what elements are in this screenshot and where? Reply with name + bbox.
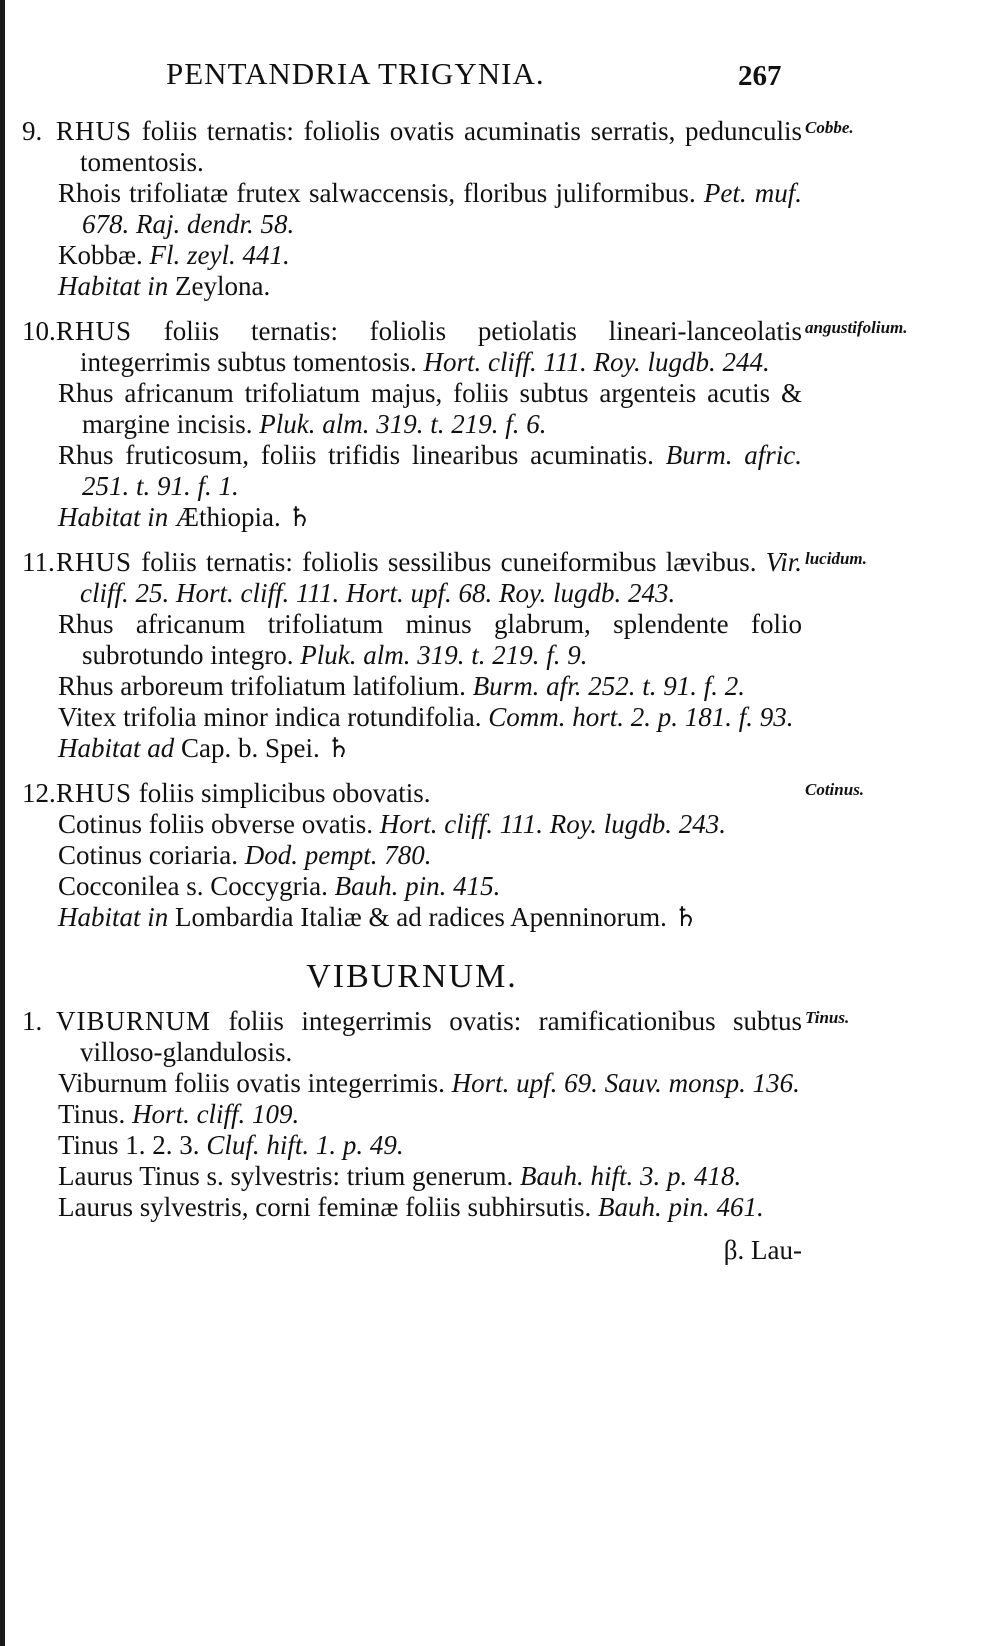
habitat-place: Lombardia Italiæ & ad radices Apenninorum. — [175, 902, 667, 932]
habitat-label: Habitat in — [58, 271, 169, 301]
synonym — [58, 1068, 802, 1099]
species-diagnosis — [22, 778, 802, 809]
synonym — [58, 240, 802, 271]
synonym-reference: Pluk. alm. 319. t. 219. f. 9. — [300, 640, 588, 670]
trivial-name: angustifolium. — [805, 318, 908, 337]
synonym-text: Rhus arboreum trifoliatum latifolium. — [58, 671, 466, 701]
trivial-name: Cobbe. — [805, 118, 854, 137]
synonym — [58, 1161, 802, 1192]
synonym-text: Vitex trifolia minor indica rotundifolia. — [58, 702, 482, 732]
synonym — [58, 809, 802, 840]
habitat-label: Habitat in — [58, 902, 169, 932]
diagnosis-text: foliis ternatis: foliolis sessilibus cuneiformibus lævibus. — [141, 547, 757, 577]
synonym-reference: Bauh. pin. 415. — [334, 871, 501, 901]
habitat-place: Zeylona. — [175, 271, 271, 301]
synonym — [58, 378, 802, 440]
shrub-symbol: ♄ — [287, 502, 312, 532]
species-number: 12. — [22, 778, 56, 808]
genus-name: RHUS — [56, 316, 133, 346]
synonym — [58, 1130, 802, 1161]
species-number: 11. — [22, 547, 55, 577]
text-column — [22, 116, 908, 1266]
species-entry — [22, 116, 854, 302]
synonym-text: Laurus sylvestris, corni feminæ foliis subhirsutis. — [58, 1192, 592, 1222]
synonym — [58, 671, 802, 702]
synonym-reference: Pet. muf. 678. Raj. dendr. 58. — [82, 178, 803, 239]
habitat-label: Habitat ad — [58, 733, 175, 763]
habitat-label: Habitat in — [58, 502, 169, 532]
trivial-name: Tinus. — [805, 1008, 850, 1027]
synonym-reference: Cluf. hift. 1. p. 49. — [206, 1130, 404, 1160]
species-number: 1. — [22, 1006, 43, 1036]
diagnosis-reference: Vir. cliff. 25. Hort. cliff. 111. Hort. upf. 68. Roy. lugdb. 243. — [80, 547, 803, 608]
synonym-text: Laurus Tinus s. sylvestris: trium generum. — [58, 1161, 514, 1191]
diagnosis-text: foliis integerrimis ovatis: ramificationibus subtus villoso-glandulosis. — [80, 1006, 803, 1067]
running-title: PENTANDRIA TRIGYNIA. — [166, 56, 545, 91]
catchword: β. Lau- — [723, 1235, 802, 1265]
synonym-reference: Hort. cliff. 111. Roy. lugdb. 243. — [379, 809, 726, 839]
species-entry — [22, 316, 908, 533]
synonym — [58, 1192, 802, 1223]
synonym — [58, 178, 802, 240]
habitat-place: Æthiopia. — [175, 502, 281, 532]
species-entry — [22, 778, 865, 933]
synonym-text: Viburnum foliis ovatis integerrimis. — [58, 1068, 445, 1098]
diagnosis-reference: Hort. cliff. 111. Roy. lugdb. 244. — [423, 347, 770, 377]
synonym-text: Cocconilea s. Coccygria. — [58, 871, 328, 901]
page-header — [0, 56, 1000, 96]
synonym-reference: Pluk. alm. 319. t. 219. f. 6. — [259, 409, 547, 439]
genus-heading: VIBURNUM. — [306, 958, 518, 995]
diagnosis-text: foliis ternatis: foliolis ovatis acuminatis serratis, pedunculis tomentosis. — [80, 116, 803, 177]
synonym-text: Tinus 1. 2. 3. — [58, 1130, 200, 1160]
genus-name: RHUS — [56, 778, 133, 808]
habitat-place: Cap. b. Spei. — [181, 733, 320, 763]
species-entry — [22, 547, 867, 764]
synonym — [58, 440, 802, 502]
species-entry — [22, 1006, 850, 1223]
shrub-symbol: ♄ — [326, 733, 351, 763]
habitat-line — [58, 502, 802, 533]
synonym-text: Rhois trifoliatæ frutex salwaccensis, floribus juliformibus. — [58, 178, 696, 208]
species-diagnosis — [22, 316, 802, 378]
synonym-text: Cotinus coriaria. — [58, 840, 238, 870]
synonym — [58, 1099, 802, 1130]
synonym-text: Cotinus foliis obverse ovatis. — [58, 809, 373, 839]
habitat-line — [58, 733, 802, 764]
synonym-text: Rhus africanum trifoliatum minus glabrum, splendente folio subrotundo integro. — [58, 609, 802, 670]
species-diagnosis — [22, 116, 802, 178]
synonym-text: Rhus fruticosum, foliis trifidis linearibus acuminatis. — [58, 440, 654, 470]
diagnosis-text: foliis simplicibus obovatis. — [138, 778, 431, 808]
species-diagnosis — [22, 547, 802, 609]
synonym-reference: Comm. hort. 2. p. 181. f. 93. — [488, 702, 794, 732]
synonym — [58, 840, 802, 871]
synonym-reference: Burm. afric. 251. t. 91. f. 1. — [82, 440, 802, 501]
synonym-reference: Hort. upf. 69. Sauv. monsp. 136. — [451, 1068, 800, 1098]
habitat-line — [58, 902, 802, 933]
synonym — [58, 702, 802, 733]
trivial-name: lucidum. — [805, 549, 867, 568]
synonym-reference: Bauh. pin. 461. — [597, 1192, 764, 1222]
synonym-reference: Hort. cliff. 109. — [132, 1099, 300, 1129]
species-number: 10. — [22, 316, 56, 346]
synonym-text: Tinus. — [58, 1099, 126, 1129]
diagnosis-text: foliis ternatis: foliolis petiolatis lineari-lanceolatis integerrimis subtus tomentosis. — [80, 316, 802, 377]
synonym — [58, 871, 802, 902]
synonym-text: Kobbæ. — [58, 240, 143, 270]
trivial-name: Cotinus. — [805, 780, 865, 799]
shrub-symbol: ♄ — [673, 902, 698, 932]
species-number: 9. — [22, 116, 43, 146]
species-diagnosis — [22, 1006, 802, 1068]
genus-name: RHUS — [56, 116, 133, 146]
synonym-reference: Bauh. hift. 3. p. 418. — [520, 1161, 742, 1191]
page-binding-edge — [0, 0, 5, 1646]
genus-name: VIBURNUM — [56, 1006, 212, 1036]
synonym-reference: Burm. afr. 252. t. 91. f. 2. — [472, 671, 745, 701]
synonym-text: Rhus africanum trifoliatum majus, foliis subtus argenteis acutis & margine incisis. — [58, 378, 802, 439]
genus-name: RHUS — [56, 547, 133, 577]
synonym — [58, 609, 802, 671]
page-number: 267 — [738, 60, 782, 92]
synonym-reference: Dod. pempt. 780. — [244, 840, 432, 870]
synonym-reference: Fl. zeyl. 441. — [149, 240, 290, 270]
habitat-line — [58, 271, 802, 302]
